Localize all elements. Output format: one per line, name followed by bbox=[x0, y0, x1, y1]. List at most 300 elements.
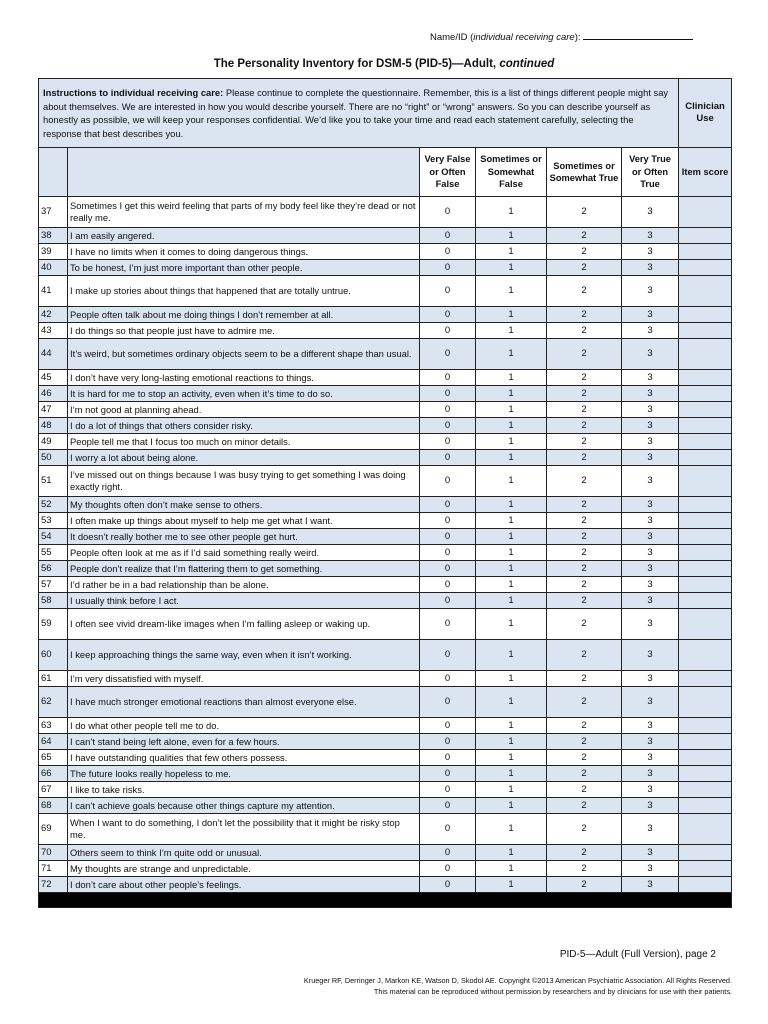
response-option-0[interactable]: 0 bbox=[420, 718, 476, 734]
response-option-3[interactable]: 3 bbox=[622, 782, 679, 798]
response-option-0[interactable]: 0 bbox=[420, 276, 476, 307]
response-option-1[interactable]: 1 bbox=[476, 593, 547, 609]
item-score-cell[interactable] bbox=[679, 323, 732, 339]
response-option-0[interactable]: 0 bbox=[420, 861, 476, 877]
response-option-0[interactable]: 0 bbox=[420, 734, 476, 750]
response-option-3[interactable]: 3 bbox=[622, 687, 679, 718]
clinician-use-header: Clinician Use bbox=[679, 79, 732, 148]
title-main: The Personality Inventory for DSM-5 (PID-5)—Adult, bbox=[213, 58, 500, 70]
item-row bbox=[39, 766, 732, 782]
item-row bbox=[39, 718, 732, 734]
item-number: 59 bbox=[39, 609, 68, 640]
item-score-cell[interactable] bbox=[679, 339, 732, 370]
item-number: 55 bbox=[39, 545, 68, 561]
item-row bbox=[39, 323, 732, 339]
item-number: 70 bbox=[39, 845, 68, 861]
response-option-2[interactable]: 2 bbox=[547, 561, 622, 577]
item-row bbox=[39, 861, 732, 877]
item-score-cell[interactable] bbox=[679, 734, 732, 750]
response-option-2[interactable]: 2 bbox=[547, 339, 622, 370]
response-option-3[interactable]: 3 bbox=[622, 561, 679, 577]
item-statement: Others seem to think I’m quite odd or unusual. bbox=[68, 845, 420, 861]
item-row bbox=[39, 370, 732, 386]
page-title bbox=[0, 58, 768, 70]
item-statement: I have no limits when it comes to doing dangerous things. bbox=[68, 244, 420, 260]
item-number: 48 bbox=[39, 418, 68, 434]
response-option-2[interactable]: 2 bbox=[547, 276, 622, 307]
response-option-1[interactable]: 1 bbox=[476, 339, 547, 370]
response-option-0[interactable]: 0 bbox=[420, 593, 476, 609]
item-number: 65 bbox=[39, 750, 68, 766]
item-score-cell[interactable] bbox=[679, 609, 732, 640]
instructions-lead: Instructions to individual receiving care: bbox=[43, 87, 224, 98]
response-option-0[interactable]: 0 bbox=[420, 609, 476, 640]
response-option-2[interactable]: 2 bbox=[547, 734, 622, 750]
response-option-3[interactable]: 3 bbox=[622, 307, 679, 323]
response-option-3[interactable]: 3 bbox=[622, 402, 679, 418]
item-score-cell[interactable] bbox=[679, 750, 732, 766]
response-option-2[interactable]: 2 bbox=[547, 577, 622, 593]
response-option-3[interactable]: 3 bbox=[622, 513, 679, 529]
item-number: 40 bbox=[39, 260, 68, 276]
response-option-2[interactable]: 2 bbox=[547, 260, 622, 276]
response-option-2[interactable]: 2 bbox=[547, 228, 622, 244]
item-number: 58 bbox=[39, 593, 68, 609]
item-statement: I have much stronger emotional reactions than almost everyone else. bbox=[68, 687, 420, 718]
item-score-cell[interactable] bbox=[679, 370, 732, 386]
item-row bbox=[39, 845, 732, 861]
item-row bbox=[39, 497, 732, 513]
response-option-2[interactable]: 2 bbox=[547, 545, 622, 561]
response-option-3[interactable]: 3 bbox=[622, 418, 679, 434]
response-option-2[interactable]: 2 bbox=[547, 640, 622, 671]
response-option-1[interactable]: 1 bbox=[476, 434, 547, 450]
instructions-text: Please continue to complete the questionnaire. Remember, this is a list of things different people might say about themselves. We are interested in how you would describe yourself. There are no “right” or “wrong” answers. So you can describe yourself as honestly as possible, we will keep your responses confidential. We’d like you to take your time and read each statement carefully, selecting the response that best describes you. bbox=[43, 87, 669, 139]
item-score-cell[interactable] bbox=[679, 877, 732, 893]
response-option-1[interactable]: 1 bbox=[476, 609, 547, 640]
item-row bbox=[39, 244, 732, 260]
response-option-3[interactable]: 3 bbox=[622, 276, 679, 307]
response-option-2[interactable]: 2 bbox=[547, 798, 622, 814]
response-option-1[interactable]: 1 bbox=[476, 640, 547, 671]
item-row bbox=[39, 466, 732, 497]
response-option-3[interactable]: 3 bbox=[622, 798, 679, 814]
response-option-1[interactable]: 1 bbox=[476, 845, 547, 861]
item-score-cell[interactable] bbox=[679, 466, 732, 497]
item-number: 39 bbox=[39, 244, 68, 260]
item-statement: I am easily angered. bbox=[68, 228, 420, 244]
item-number: 57 bbox=[39, 577, 68, 593]
item-row bbox=[39, 276, 732, 307]
item-statement: I keep approaching things the same way, even when it isn’t working. bbox=[68, 640, 420, 671]
response-option-2[interactable]: 2 bbox=[547, 609, 622, 640]
item-statement: People tell me that I focus too much on minor details. bbox=[68, 434, 420, 450]
item-statement: I do things so that people just have to admire me. bbox=[68, 323, 420, 339]
item-score-cell[interactable] bbox=[679, 766, 732, 782]
name-id-label: Name/ID ( bbox=[430, 32, 474, 43]
response-option-1[interactable]: 1 bbox=[476, 782, 547, 798]
item-row bbox=[39, 734, 732, 750]
response-option-0[interactable]: 0 bbox=[420, 782, 476, 798]
response-option-2[interactable]: 2 bbox=[547, 323, 622, 339]
item-row bbox=[39, 197, 732, 228]
response-option-0[interactable]: 0 bbox=[420, 529, 476, 545]
response-option-1[interactable]: 1 bbox=[476, 561, 547, 577]
item-statement: People don’t realize that I’m flattering them to get something. bbox=[68, 561, 420, 577]
item-number: 72 bbox=[39, 877, 68, 893]
response-option-3[interactable]: 3 bbox=[622, 718, 679, 734]
item-number: 60 bbox=[39, 640, 68, 671]
header-very-true: Very True or Often True bbox=[622, 148, 679, 197]
response-option-3[interactable]: 3 bbox=[622, 593, 679, 609]
item-row bbox=[39, 640, 732, 671]
item-statement: It doesn’t really bother me to see other people get hurt. bbox=[68, 529, 420, 545]
item-score-cell[interactable] bbox=[679, 718, 732, 734]
item-row bbox=[39, 609, 732, 640]
item-row bbox=[39, 593, 732, 609]
response-option-2[interactable]: 2 bbox=[547, 671, 622, 687]
response-option-2[interactable]: 2 bbox=[547, 513, 622, 529]
response-option-1[interactable]: 1 bbox=[476, 323, 547, 339]
response-option-1[interactable]: 1 bbox=[476, 766, 547, 782]
response-option-2[interactable]: 2 bbox=[547, 418, 622, 434]
item-score-cell[interactable] bbox=[679, 307, 732, 323]
item-statement: I make up stories about things that happened that are totally untrue. bbox=[68, 276, 420, 307]
item-number: 45 bbox=[39, 370, 68, 386]
response-option-1[interactable]: 1 bbox=[476, 814, 547, 845]
item-statement: To be honest, I’m just more important than other people. bbox=[68, 260, 420, 276]
item-row bbox=[39, 750, 732, 766]
item-score-cell[interactable] bbox=[679, 577, 732, 593]
response-option-1[interactable]: 1 bbox=[476, 260, 547, 276]
item-number: 67 bbox=[39, 782, 68, 798]
response-option-1[interactable]: 1 bbox=[476, 450, 547, 466]
item-statement: I like to take risks. bbox=[68, 782, 420, 798]
item-number: 62 bbox=[39, 687, 68, 718]
response-option-0[interactable]: 0 bbox=[420, 386, 476, 402]
response-option-1[interactable]: 1 bbox=[476, 418, 547, 434]
title-italic: continued bbox=[499, 58, 555, 70]
item-statement: I usually think before I act. bbox=[68, 593, 420, 609]
response-option-2[interactable]: 2 bbox=[547, 370, 622, 386]
response-option-1[interactable]: 1 bbox=[476, 513, 547, 529]
response-option-2[interactable]: 2 bbox=[547, 197, 622, 228]
header-statement-blank bbox=[68, 148, 420, 197]
response-option-2[interactable]: 2 bbox=[547, 687, 622, 718]
item-score-cell[interactable] bbox=[679, 545, 732, 561]
item-score-cell[interactable] bbox=[679, 513, 732, 529]
item-number: 41 bbox=[39, 276, 68, 307]
item-number: 47 bbox=[39, 402, 68, 418]
item-row bbox=[39, 687, 732, 718]
footer-citation-block bbox=[304, 976, 732, 997]
response-option-1[interactable]: 1 bbox=[476, 228, 547, 244]
item-statement: I’m not good at planning ahead. bbox=[68, 402, 420, 418]
item-score-cell[interactable] bbox=[679, 244, 732, 260]
item-number: 61 bbox=[39, 671, 68, 687]
item-statement: It’s weird, but sometimes ordinary objects seem to be a different shape than usual. bbox=[68, 339, 420, 370]
header-sometimes-true: Sometimes or Somewhat True bbox=[547, 148, 622, 197]
response-option-2[interactable]: 2 bbox=[547, 466, 622, 497]
item-number: 64 bbox=[39, 734, 68, 750]
response-option-2[interactable]: 2 bbox=[547, 766, 622, 782]
item-statement: I’d rather be in a bad relationship than be alone. bbox=[68, 577, 420, 593]
item-score-cell[interactable] bbox=[679, 593, 732, 609]
response-option-3[interactable]: 3 bbox=[622, 877, 679, 893]
item-statement: It is hard for me to stop an activity, even when it’s time to do so. bbox=[68, 386, 420, 402]
item-score-cell[interactable] bbox=[679, 798, 732, 814]
response-option-3[interactable]: 3 bbox=[622, 545, 679, 561]
item-score-cell[interactable] bbox=[679, 276, 732, 307]
item-statement: I don’t care about other people’s feelings. bbox=[68, 877, 420, 893]
response-option-1[interactable]: 1 bbox=[476, 307, 547, 323]
item-score-cell[interactable] bbox=[679, 640, 732, 671]
response-option-3[interactable]: 3 bbox=[622, 228, 679, 244]
item-score-cell[interactable] bbox=[679, 782, 732, 798]
item-score-cell[interactable] bbox=[679, 845, 732, 861]
item-number: 42 bbox=[39, 307, 68, 323]
response-option-0[interactable]: 0 bbox=[420, 750, 476, 766]
response-option-0[interactable]: 0 bbox=[420, 877, 476, 893]
response-option-0[interactable]: 0 bbox=[420, 370, 476, 386]
name-id-field[interactable] bbox=[583, 30, 693, 40]
item-number: 49 bbox=[39, 434, 68, 450]
response-option-2[interactable]: 2 bbox=[547, 244, 622, 260]
item-number: 68 bbox=[39, 798, 68, 814]
response-option-2[interactable]: 2 bbox=[547, 434, 622, 450]
item-statement: The future looks really hopeless to me. bbox=[68, 766, 420, 782]
page-label: PID-5—Adult (Full Version), page 2 bbox=[559, 949, 716, 960]
header-very-false: Very False or Often False bbox=[420, 148, 476, 197]
response-option-3[interactable]: 3 bbox=[622, 434, 679, 450]
response-option-0[interactable]: 0 bbox=[420, 339, 476, 370]
item-number: 53 bbox=[39, 513, 68, 529]
item-statement: I’m very dissatisfied with myself. bbox=[68, 671, 420, 687]
item-number: 44 bbox=[39, 339, 68, 370]
response-option-0[interactable]: 0 bbox=[420, 260, 476, 276]
response-option-1[interactable]: 1 bbox=[476, 197, 547, 228]
response-option-1[interactable]: 1 bbox=[476, 798, 547, 814]
item-number: 43 bbox=[39, 323, 68, 339]
item-score-cell[interactable] bbox=[679, 228, 732, 244]
item-score-cell[interactable] bbox=[679, 814, 732, 845]
response-option-1[interactable]: 1 bbox=[476, 545, 547, 561]
response-option-3[interactable]: 3 bbox=[622, 497, 679, 513]
item-row bbox=[39, 782, 732, 798]
name-id-italic: individual receiving care bbox=[473, 32, 575, 43]
response-option-2[interactable]: 2 bbox=[547, 497, 622, 513]
response-option-3[interactable]: 3 bbox=[622, 260, 679, 276]
table-end-bar bbox=[39, 893, 732, 908]
response-option-1[interactable]: 1 bbox=[476, 529, 547, 545]
item-score-cell[interactable] bbox=[679, 861, 732, 877]
item-statement: I can’t achieve goals because other things capture my attention. bbox=[68, 798, 420, 814]
response-option-0[interactable]: 0 bbox=[420, 687, 476, 718]
item-score-cell[interactable] bbox=[679, 671, 732, 687]
response-option-2[interactable]: 2 bbox=[547, 402, 622, 418]
instructions-cell bbox=[39, 79, 679, 148]
response-option-1[interactable]: 1 bbox=[476, 671, 547, 687]
response-option-0[interactable]: 0 bbox=[420, 450, 476, 466]
response-option-0[interactable]: 0 bbox=[420, 197, 476, 228]
item-row bbox=[39, 671, 732, 687]
item-number: 63 bbox=[39, 718, 68, 734]
item-score-cell[interactable] bbox=[679, 434, 732, 450]
item-score-cell[interactable] bbox=[679, 386, 732, 402]
item-number: 69 bbox=[39, 814, 68, 845]
item-statement: I’ve missed out on things because I was busy trying to get something I was doing exactly right. bbox=[68, 466, 420, 497]
response-option-2[interactable]: 2 bbox=[547, 529, 622, 545]
response-option-3[interactable]: 3 bbox=[622, 466, 679, 497]
response-option-3[interactable]: 3 bbox=[622, 609, 679, 640]
response-option-0[interactable]: 0 bbox=[420, 323, 476, 339]
citation: Krueger RF, Derringer J, Markon KE, Watson D, Skodol AE. Copyright ©2013 American Psychiatric Association. All Rights Reserved. bbox=[303, 976, 732, 985]
item-score-cell[interactable] bbox=[679, 402, 732, 418]
response-option-1[interactable]: 1 bbox=[476, 734, 547, 750]
header-sometimes-false: Sometimes or Somewhat False bbox=[476, 148, 547, 197]
item-number: 50 bbox=[39, 450, 68, 466]
response-option-3[interactable]: 3 bbox=[622, 750, 679, 766]
response-option-0[interactable]: 0 bbox=[420, 307, 476, 323]
response-option-2[interactable]: 2 bbox=[547, 750, 622, 766]
item-statement: Sometimes I get this weird feeling that parts of my body feel like they’re dead or not really me. bbox=[68, 197, 420, 228]
response-option-1[interactable]: 1 bbox=[476, 276, 547, 307]
item-statement: I don’t have very long-lasting emotional reactions to things. bbox=[68, 370, 420, 386]
response-option-0[interactable]: 0 bbox=[420, 228, 476, 244]
response-option-3[interactable]: 3 bbox=[622, 640, 679, 671]
response-option-3[interactable]: 3 bbox=[622, 814, 679, 845]
response-option-3[interactable]: 3 bbox=[622, 671, 679, 687]
response-option-1[interactable]: 1 bbox=[476, 402, 547, 418]
item-row bbox=[39, 529, 732, 545]
response-option-3[interactable]: 3 bbox=[622, 339, 679, 370]
response-option-2[interactable]: 2 bbox=[547, 593, 622, 609]
table-end-bar-cell bbox=[39, 893, 732, 908]
response-option-1[interactable]: 1 bbox=[476, 370, 547, 386]
response-option-3[interactable]: 3 bbox=[622, 845, 679, 861]
response-option-0[interactable]: 0 bbox=[420, 814, 476, 845]
item-number: 37 bbox=[39, 197, 68, 228]
response-option-0[interactable]: 0 bbox=[420, 561, 476, 577]
item-row bbox=[39, 228, 732, 244]
response-option-2[interactable]: 2 bbox=[547, 450, 622, 466]
response-option-0[interactable]: 0 bbox=[420, 798, 476, 814]
item-statement: I often make up things about myself to help me get what I want. bbox=[68, 513, 420, 529]
item-statement: I do what other people tell me to do. bbox=[68, 718, 420, 734]
response-option-3[interactable]: 3 bbox=[622, 766, 679, 782]
response-option-2[interactable]: 2 bbox=[547, 718, 622, 734]
item-statement: I have outstanding qualities that few others possess. bbox=[68, 750, 420, 766]
response-option-0[interactable]: 0 bbox=[420, 497, 476, 513]
item-row bbox=[39, 450, 732, 466]
response-option-1[interactable]: 1 bbox=[476, 877, 547, 893]
item-row bbox=[39, 814, 732, 845]
response-option-3[interactable]: 3 bbox=[622, 450, 679, 466]
response-option-3[interactable]: 3 bbox=[622, 370, 679, 386]
response-option-0[interactable]: 0 bbox=[420, 513, 476, 529]
item-number: 54 bbox=[39, 529, 68, 545]
item-statement: I often see vivid dream-like images when I’m falling asleep or waking up. bbox=[68, 609, 420, 640]
response-option-2[interactable]: 2 bbox=[547, 307, 622, 323]
response-option-1[interactable]: 1 bbox=[476, 861, 547, 877]
response-option-0[interactable]: 0 bbox=[420, 434, 476, 450]
response-option-0[interactable]: 0 bbox=[420, 845, 476, 861]
response-option-0[interactable]: 0 bbox=[420, 244, 476, 260]
response-option-0[interactable]: 0 bbox=[420, 577, 476, 593]
item-row bbox=[39, 418, 732, 434]
response-option-1[interactable]: 1 bbox=[476, 386, 547, 402]
item-row bbox=[39, 561, 732, 577]
response-option-1[interactable]: 1 bbox=[476, 750, 547, 766]
response-option-3[interactable]: 3 bbox=[622, 529, 679, 545]
item-number: 38 bbox=[39, 228, 68, 244]
response-option-0[interactable]: 0 bbox=[420, 671, 476, 687]
name-id-line bbox=[430, 30, 693, 43]
item-score-cell[interactable] bbox=[679, 529, 732, 545]
response-option-3[interactable]: 3 bbox=[622, 197, 679, 228]
item-score-cell[interactable] bbox=[679, 561, 732, 577]
item-row bbox=[39, 513, 732, 529]
response-option-0[interactable]: 0 bbox=[420, 418, 476, 434]
item-statement: I can’t stand being left alone, even for a few hours. bbox=[68, 734, 420, 750]
response-option-0[interactable]: 0 bbox=[420, 466, 476, 497]
item-row bbox=[39, 434, 732, 450]
response-option-1[interactable]: 1 bbox=[476, 466, 547, 497]
response-option-1[interactable]: 1 bbox=[476, 687, 547, 718]
response-option-1[interactable]: 1 bbox=[476, 577, 547, 593]
item-score-cell[interactable] bbox=[679, 260, 732, 276]
item-number: 51 bbox=[39, 466, 68, 497]
item-row bbox=[39, 577, 732, 593]
response-option-0[interactable]: 0 bbox=[420, 545, 476, 561]
item-statement: I worry a lot about being alone. bbox=[68, 450, 420, 466]
item-row bbox=[39, 307, 732, 323]
item-row bbox=[39, 339, 732, 370]
questionnaire-table bbox=[38, 78, 732, 908]
item-statement: People often look at me as if I’d said something really weird. bbox=[68, 545, 420, 561]
item-score-cell[interactable] bbox=[679, 197, 732, 228]
item-number: 46 bbox=[39, 386, 68, 402]
response-option-2[interactable]: 2 bbox=[547, 877, 622, 893]
item-score-cell[interactable] bbox=[679, 687, 732, 718]
item-score-cell[interactable] bbox=[679, 418, 732, 434]
response-option-3[interactable]: 3 bbox=[622, 386, 679, 402]
header-num-blank bbox=[39, 148, 68, 197]
response-option-0[interactable]: 0 bbox=[420, 766, 476, 782]
response-option-1[interactable]: 1 bbox=[476, 718, 547, 734]
response-option-0[interactable]: 0 bbox=[420, 402, 476, 418]
response-option-3[interactable]: 3 bbox=[622, 323, 679, 339]
response-option-2[interactable]: 2 bbox=[547, 861, 622, 877]
response-option-0[interactable]: 0 bbox=[420, 640, 476, 671]
item-score-cell[interactable] bbox=[679, 450, 732, 466]
response-option-2[interactable]: 2 bbox=[547, 782, 622, 798]
response-option-3[interactable]: 3 bbox=[622, 861, 679, 877]
response-option-3[interactable]: 3 bbox=[622, 577, 679, 593]
item-number: 66 bbox=[39, 766, 68, 782]
response-option-2[interactable]: 2 bbox=[547, 814, 622, 845]
response-option-2[interactable]: 2 bbox=[547, 845, 622, 861]
item-statement: I do a lot of things that others consider risky. bbox=[68, 418, 420, 434]
item-row bbox=[39, 386, 732, 402]
response-option-1[interactable]: 1 bbox=[476, 244, 547, 260]
response-option-2[interactable]: 2 bbox=[547, 386, 622, 402]
response-option-3[interactable]: 3 bbox=[622, 734, 679, 750]
item-number: 56 bbox=[39, 561, 68, 577]
response-option-3[interactable]: 3 bbox=[622, 244, 679, 260]
item-score-cell[interactable] bbox=[679, 497, 732, 513]
response-option-1[interactable]: 1 bbox=[476, 497, 547, 513]
